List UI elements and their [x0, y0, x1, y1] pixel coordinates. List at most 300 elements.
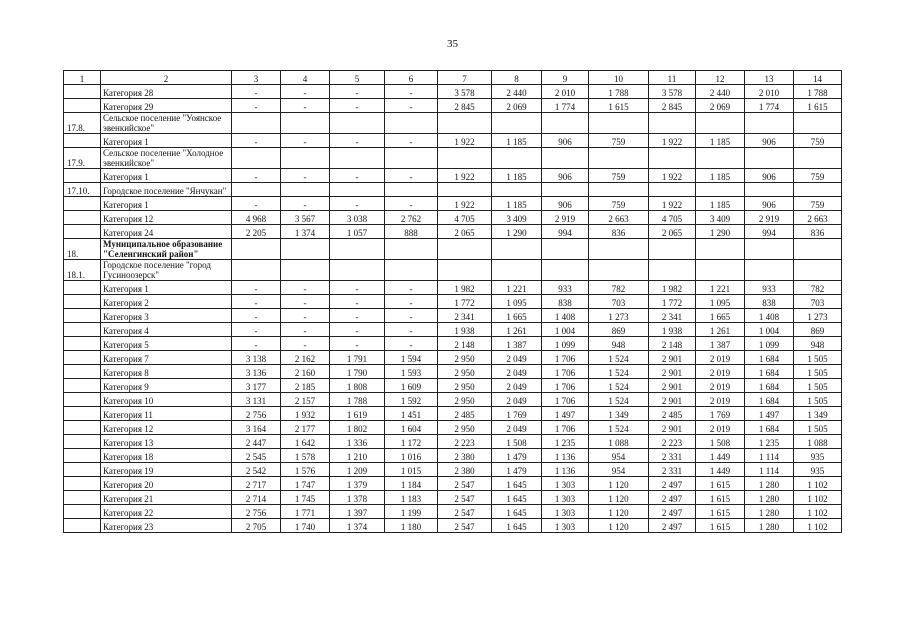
value-cell: 1 788 — [330, 393, 385, 407]
value-cell: 1 615 — [696, 491, 745, 505]
value-cell: 1 706 — [542, 351, 589, 365]
value-cell: - — [281, 323, 330, 337]
value-cell: 1 273 — [589, 309, 649, 323]
row-number-cell — [64, 323, 101, 337]
value-cell: 3 164 — [232, 421, 281, 435]
value-cell: 2 919 — [745, 211, 794, 225]
value-cell: - — [232, 323, 281, 337]
value-cell — [745, 183, 794, 197]
value-cell: 1 684 — [745, 365, 794, 379]
value-cell: 1 185 — [492, 169, 542, 183]
column-number-cell: 4 — [281, 71, 330, 85]
table-row — [64, 491, 842, 505]
row-name-cell: Категория 18 — [101, 449, 232, 463]
row-number-cell — [64, 134, 101, 148]
value-cell: 2 447 — [232, 435, 281, 449]
value-cell: 1 102 — [794, 519, 842, 533]
table-row — [64, 519, 842, 533]
value-cell — [281, 148, 330, 169]
value-cell: 2 663 — [794, 211, 842, 225]
row-number-cell — [64, 225, 101, 239]
value-cell: 1 609 — [385, 379, 438, 393]
value-cell: 1 185 — [696, 197, 745, 211]
row-name-cell: Категория 1 — [101, 134, 232, 148]
value-cell: 1 016 — [385, 449, 438, 463]
row-name-cell: Категория 19 — [101, 463, 232, 477]
value-cell: 703 — [589, 295, 649, 309]
value-cell: 2 440 — [492, 85, 542, 99]
value-cell: 1 280 — [745, 477, 794, 491]
value-cell: 1 303 — [542, 491, 589, 505]
value-cell: 3 409 — [696, 211, 745, 225]
value-cell: 1 684 — [745, 421, 794, 435]
value-cell: - — [232, 169, 281, 183]
value-cell: 2 148 — [649, 337, 696, 351]
table-row — [64, 351, 842, 365]
value-cell — [696, 148, 745, 169]
value-cell: 1 479 — [492, 463, 542, 477]
table-row — [64, 393, 842, 407]
tariff-table — [63, 70, 842, 533]
value-cell: 2 845 — [649, 99, 696, 113]
value-cell: 1 273 — [794, 309, 842, 323]
value-cell: 1 449 — [696, 463, 745, 477]
value-cell: - — [281, 295, 330, 309]
column-number-cell: 3 — [232, 71, 281, 85]
row-name-cell: Муниципальное образование "Селенгинский район" — [101, 239, 232, 260]
column-number-cell: 13 — [745, 71, 794, 85]
value-cell: 1 280 — [745, 519, 794, 533]
value-cell: 1 706 — [542, 393, 589, 407]
value-cell: - — [330, 309, 385, 323]
value-cell: 1 136 — [542, 449, 589, 463]
value-cell: 3 136 — [232, 365, 281, 379]
value-cell: 2 049 — [492, 393, 542, 407]
row-name-cell: Категория 1 — [101, 169, 232, 183]
table-row — [64, 477, 842, 491]
value-cell: 1 015 — [385, 463, 438, 477]
value-cell — [745, 113, 794, 134]
value-cell: 1 102 — [794, 505, 842, 519]
table-row — [64, 379, 842, 393]
value-cell: 948 — [589, 337, 649, 351]
row-number-cell: 18.1. — [64, 260, 101, 281]
value-cell: - — [330, 99, 385, 113]
row-name-cell: Городское поселение "Янчукан" — [101, 183, 232, 197]
value-cell: - — [232, 99, 281, 113]
value-cell: 1 922 — [649, 169, 696, 183]
value-cell: 759 — [589, 197, 649, 211]
row-name-cell: Категория 3 — [101, 309, 232, 323]
value-cell — [589, 260, 649, 281]
value-cell — [281, 113, 330, 134]
value-cell: 1 349 — [794, 407, 842, 421]
value-cell: 933 — [745, 281, 794, 295]
value-cell: 4 968 — [232, 211, 281, 225]
value-cell: 2 950 — [438, 421, 492, 435]
table-row — [64, 365, 842, 379]
row-number-cell — [64, 421, 101, 435]
value-cell: 1 303 — [542, 477, 589, 491]
row-number-cell — [64, 407, 101, 421]
value-cell — [794, 260, 842, 281]
value-cell: 994 — [542, 225, 589, 239]
row-name-cell: Категория 23 — [101, 519, 232, 533]
value-cell: 3 409 — [492, 211, 542, 225]
value-cell: 3 567 — [281, 211, 330, 225]
value-cell: - — [232, 134, 281, 148]
value-cell: 1 057 — [330, 225, 385, 239]
value-cell: - — [385, 309, 438, 323]
value-cell: - — [385, 99, 438, 113]
row-name-cell: Категория 9 — [101, 379, 232, 393]
row-name-cell: Категория 1 — [101, 281, 232, 295]
value-cell — [281, 260, 330, 281]
value-cell: 954 — [589, 463, 649, 477]
value-cell: 1 387 — [492, 337, 542, 351]
value-cell — [330, 148, 385, 169]
value-cell: 1 336 — [330, 435, 385, 449]
value-cell — [649, 239, 696, 260]
table-row — [64, 148, 842, 169]
value-cell: 1 290 — [492, 225, 542, 239]
value-cell: 2 069 — [696, 99, 745, 113]
table-row — [64, 239, 842, 260]
value-cell: 906 — [745, 197, 794, 211]
value-cell: 2 019 — [696, 379, 745, 393]
column-number-cell: 7 — [438, 71, 492, 85]
row-name-cell: Категория 10 — [101, 393, 232, 407]
value-cell: - — [232, 281, 281, 295]
value-cell: 1 114 — [745, 463, 794, 477]
table-row — [64, 134, 842, 148]
value-cell — [696, 260, 745, 281]
value-cell: 2 010 — [542, 85, 589, 99]
value-cell: 2 069 — [492, 99, 542, 113]
value-cell: 1 745 — [281, 491, 330, 505]
value-cell: 954 — [589, 449, 649, 463]
row-name-cell: Сельское поселение "Холодное эвенкийское" — [101, 148, 232, 169]
value-cell: - — [385, 323, 438, 337]
value-cell: 703 — [794, 295, 842, 309]
value-cell: 1 397 — [330, 505, 385, 519]
value-cell: 1 374 — [330, 519, 385, 533]
value-cell: - — [385, 169, 438, 183]
row-name-cell: Категория 20 — [101, 477, 232, 491]
value-cell — [745, 148, 794, 169]
value-cell: 2 705 — [232, 519, 281, 533]
value-cell: 759 — [794, 169, 842, 183]
value-cell: - — [330, 295, 385, 309]
value-cell: 1 199 — [385, 505, 438, 519]
value-cell — [589, 183, 649, 197]
value-cell: 759 — [589, 134, 649, 148]
value-cell: 1 497 — [542, 407, 589, 421]
value-cell: 935 — [794, 449, 842, 463]
value-cell: 1 706 — [542, 365, 589, 379]
value-cell: 869 — [794, 323, 842, 337]
value-cell: 1 524 — [589, 365, 649, 379]
row-name-cell: Категория 28 — [101, 85, 232, 99]
value-cell: - — [281, 134, 330, 148]
value-cell: 782 — [794, 281, 842, 295]
value-cell — [794, 183, 842, 197]
value-cell: 1 747 — [281, 477, 330, 491]
value-cell — [696, 239, 745, 260]
value-cell: - — [330, 197, 385, 211]
value-cell: 1 576 — [281, 463, 330, 477]
value-cell: 2 485 — [438, 407, 492, 421]
value-cell: 1 592 — [385, 393, 438, 407]
value-cell: 1 136 — [542, 463, 589, 477]
value-cell: 2 497 — [649, 491, 696, 505]
value-cell: 1 788 — [794, 85, 842, 99]
value-cell: - — [281, 85, 330, 99]
value-cell: 1 508 — [696, 435, 745, 449]
value-cell: - — [232, 85, 281, 99]
row-number-cell — [64, 463, 101, 477]
value-cell — [649, 113, 696, 134]
value-cell: 2 547 — [438, 519, 492, 533]
value-cell: 1 524 — [589, 421, 649, 435]
value-cell: 2 497 — [649, 519, 696, 533]
table-row — [64, 225, 842, 239]
value-cell: 2 177 — [281, 421, 330, 435]
value-cell: 1 095 — [696, 295, 745, 309]
value-cell: - — [385, 337, 438, 351]
value-cell: 1 922 — [438, 134, 492, 148]
value-cell: 2 162 — [281, 351, 330, 365]
value-cell: 1 379 — [330, 477, 385, 491]
value-cell: - — [232, 337, 281, 351]
value-cell: 1 615 — [696, 477, 745, 491]
value-cell: 1 645 — [492, 505, 542, 519]
value-cell — [385, 113, 438, 134]
value-cell: 2 717 — [232, 477, 281, 491]
value-cell — [542, 239, 589, 260]
value-cell: 1 387 — [696, 337, 745, 351]
value-cell: 1 349 — [589, 407, 649, 421]
value-cell: 1 932 — [281, 407, 330, 421]
value-cell: 1 524 — [589, 379, 649, 393]
value-cell: 3 578 — [438, 85, 492, 99]
value-cell — [696, 113, 745, 134]
value-cell: 2 157 — [281, 393, 330, 407]
value-cell — [542, 113, 589, 134]
row-number-cell — [64, 365, 101, 379]
value-cell: 1 665 — [492, 309, 542, 323]
row-name-cell: Городское поселение "город Гусиноозерск" — [101, 260, 232, 281]
row-name-cell: Категория 12 — [101, 211, 232, 225]
value-cell: 2 663 — [589, 211, 649, 225]
value-cell: - — [385, 281, 438, 295]
value-cell: 2 950 — [438, 379, 492, 393]
value-cell: 1 505 — [794, 379, 842, 393]
value-cell: 1 261 — [492, 323, 542, 337]
table-row — [64, 421, 842, 435]
value-cell: 1 120 — [589, 491, 649, 505]
row-number-cell — [64, 85, 101, 99]
value-cell: 1 102 — [794, 491, 842, 505]
value-cell — [589, 148, 649, 169]
value-cell: 1 099 — [542, 337, 589, 351]
value-cell: 906 — [745, 169, 794, 183]
value-cell: 1 004 — [745, 323, 794, 337]
row-number-cell — [64, 337, 101, 351]
value-cell — [330, 113, 385, 134]
value-cell: 4 705 — [649, 211, 696, 225]
value-cell: 1 180 — [385, 519, 438, 533]
value-cell: 838 — [745, 295, 794, 309]
value-cell — [281, 239, 330, 260]
value-cell: - — [232, 197, 281, 211]
value-cell: 1 088 — [589, 435, 649, 449]
row-number-cell — [64, 309, 101, 323]
value-cell: 2 547 — [438, 491, 492, 505]
value-cell — [745, 260, 794, 281]
value-cell: - — [385, 197, 438, 211]
value-cell: 2 440 — [696, 85, 745, 99]
value-cell: 1 378 — [330, 491, 385, 505]
value-cell: - — [330, 85, 385, 99]
row-number-cell — [64, 477, 101, 491]
value-cell: 3 038 — [330, 211, 385, 225]
value-cell: 1 772 — [438, 295, 492, 309]
value-cell: - — [281, 99, 330, 113]
value-cell: 1 303 — [542, 519, 589, 533]
value-cell — [385, 260, 438, 281]
value-cell: 1 684 — [745, 393, 794, 407]
value-cell: 2 331 — [649, 463, 696, 477]
value-cell — [232, 239, 281, 260]
value-cell: 1 479 — [492, 449, 542, 463]
value-cell: 2 049 — [492, 365, 542, 379]
value-cell: 1 922 — [649, 197, 696, 211]
value-cell — [542, 260, 589, 281]
value-cell — [794, 148, 842, 169]
value-cell: 2 380 — [438, 449, 492, 463]
value-cell: 3 131 — [232, 393, 281, 407]
value-cell: 1 791 — [330, 351, 385, 365]
row-number-cell — [64, 505, 101, 519]
value-cell — [589, 239, 649, 260]
row-name-cell: Категория 8 — [101, 365, 232, 379]
value-cell: 2 762 — [385, 211, 438, 225]
value-cell: 2 148 — [438, 337, 492, 351]
table-row — [64, 505, 842, 519]
value-cell: 2 547 — [438, 477, 492, 491]
value-cell: 1 790 — [330, 365, 385, 379]
column-number-cell: 2 — [101, 71, 232, 85]
value-cell: 2 901 — [649, 421, 696, 435]
value-cell — [330, 239, 385, 260]
value-cell: 1 922 — [438, 169, 492, 183]
value-cell — [232, 260, 281, 281]
table-row — [64, 295, 842, 309]
value-cell: 2 901 — [649, 379, 696, 393]
row-name-cell: Категория 2 — [101, 295, 232, 309]
value-cell: 2 714 — [232, 491, 281, 505]
value-cell: 1 774 — [542, 99, 589, 113]
value-cell: 2 497 — [649, 505, 696, 519]
value-cell: 2 901 — [649, 393, 696, 407]
value-cell: 906 — [542, 197, 589, 211]
value-cell: 838 — [542, 295, 589, 309]
value-cell: 759 — [794, 197, 842, 211]
value-cell: 1 922 — [438, 197, 492, 211]
value-cell: 2 065 — [438, 225, 492, 239]
table-row — [64, 407, 842, 421]
value-cell: 1 604 — [385, 421, 438, 435]
table-row — [64, 449, 842, 463]
value-cell: 869 — [589, 323, 649, 337]
value-cell — [438, 113, 492, 134]
value-cell — [385, 148, 438, 169]
value-cell: - — [232, 309, 281, 323]
value-cell — [438, 148, 492, 169]
page-number: 35 — [447, 38, 458, 50]
table-row — [64, 323, 842, 337]
value-cell: 906 — [542, 169, 589, 183]
value-cell: 1 102 — [794, 477, 842, 491]
row-number-cell — [64, 393, 101, 407]
value-cell: 2 756 — [232, 407, 281, 421]
value-cell: 2 485 — [649, 407, 696, 421]
value-cell: 836 — [794, 225, 842, 239]
value-cell: 2 019 — [696, 351, 745, 365]
value-cell: 1 982 — [438, 281, 492, 295]
table-row — [64, 260, 842, 281]
value-cell: 2 542 — [232, 463, 281, 477]
value-cell: 2 010 — [745, 85, 794, 99]
value-cell: 2 901 — [649, 365, 696, 379]
value-cell: - — [281, 169, 330, 183]
value-cell: 1 594 — [385, 351, 438, 365]
value-cell: 3 138 — [232, 351, 281, 365]
value-cell: 1 209 — [330, 463, 385, 477]
value-cell: 1 615 — [696, 519, 745, 533]
row-name-cell: Сельское поселение "Уоянское эвенкийское" — [101, 113, 232, 134]
value-cell — [438, 183, 492, 197]
row-number-cell: 17.8. — [64, 113, 101, 134]
value-cell: 2 341 — [649, 309, 696, 323]
value-cell: 1 645 — [492, 491, 542, 505]
value-cell: 1 449 — [696, 449, 745, 463]
value-cell — [696, 183, 745, 197]
value-cell: 1 938 — [438, 323, 492, 337]
value-cell — [232, 148, 281, 169]
column-number-cell: 6 — [385, 71, 438, 85]
value-cell: 1 922 — [649, 134, 696, 148]
value-cell: 1 185 — [492, 197, 542, 211]
column-number-cell: 1 — [64, 71, 101, 85]
column-number-cell: 11 — [649, 71, 696, 85]
value-cell: 782 — [589, 281, 649, 295]
value-cell: 906 — [542, 134, 589, 148]
value-cell: 1 982 — [649, 281, 696, 295]
value-cell: - — [385, 295, 438, 309]
value-cell — [745, 239, 794, 260]
row-name-cell: Категория 29 — [101, 99, 232, 113]
value-cell: 2 019 — [696, 393, 745, 407]
value-cell: 1 120 — [589, 519, 649, 533]
row-number-cell — [64, 99, 101, 113]
value-cell: 2 049 — [492, 379, 542, 393]
value-cell: 1 497 — [745, 407, 794, 421]
value-cell: 759 — [794, 134, 842, 148]
value-cell: 1 769 — [492, 407, 542, 421]
value-cell — [492, 239, 542, 260]
